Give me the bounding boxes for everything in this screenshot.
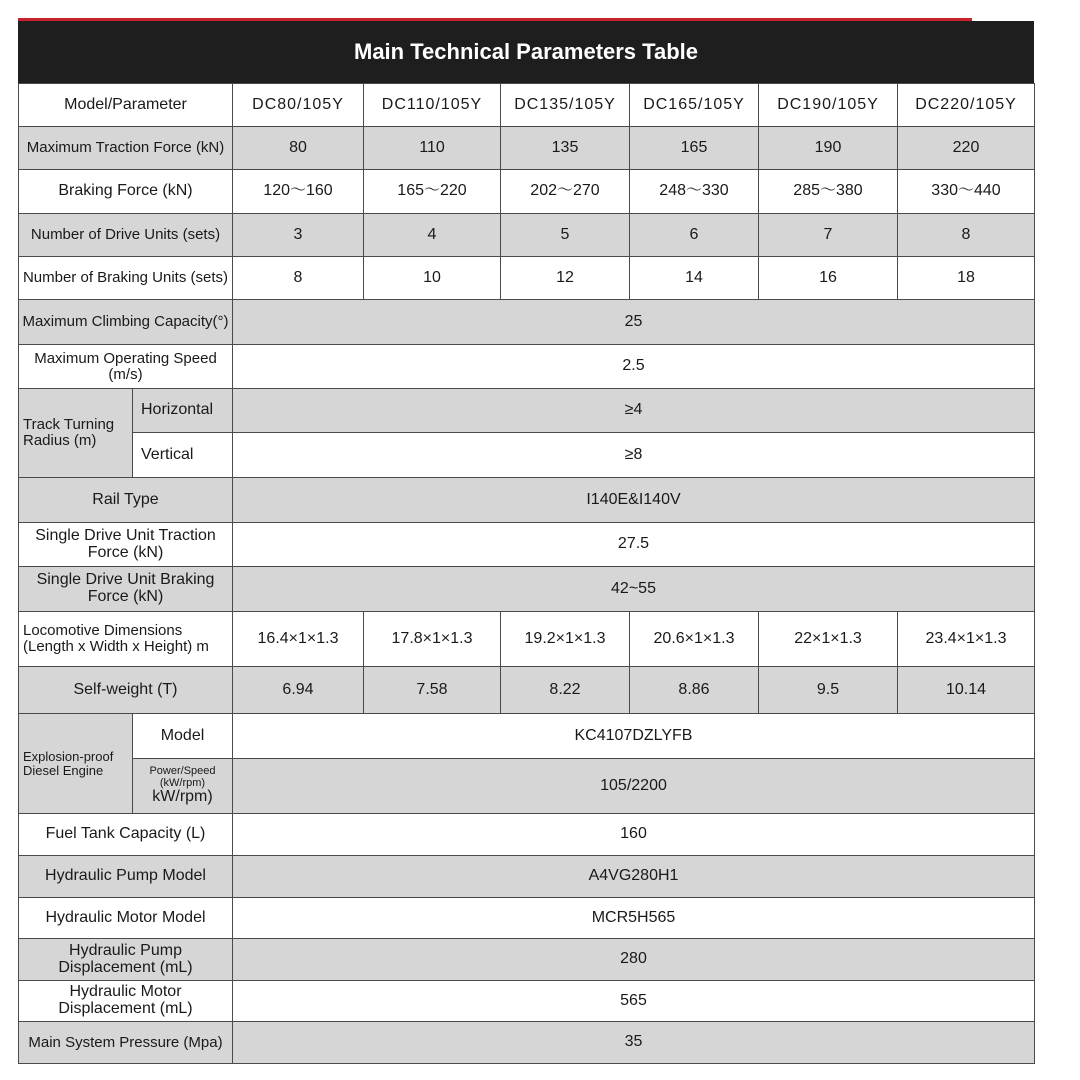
row-label: Maximum Climbing Capacity(°): [19, 300, 233, 345]
row-label: Self-weight (T): [19, 667, 233, 714]
header-label: Model/Parameter: [19, 84, 233, 127]
sub-label: Horizontal: [133, 389, 233, 433]
table-row: [19, 170, 1035, 214]
value-cell: 2.5: [233, 345, 1035, 389]
value-cell: 10: [364, 257, 501, 300]
value-cell: 105/2200: [233, 759, 1035, 814]
row-label: Hydraulic Motor Displacement (mL): [19, 981, 233, 1022]
table-row: [19, 567, 1035, 612]
value-cell: 10.14: [898, 667, 1035, 714]
value-cell: 190: [759, 127, 898, 170]
value-cell: 220: [898, 127, 1035, 170]
row-label: Number of Drive Units (sets): [19, 214, 233, 257]
value-cell: I140E&I140V: [233, 478, 1035, 523]
value-cell: 120～160: [233, 170, 364, 214]
table-title-text: Main Technical Parameters Table: [354, 39, 698, 64]
value-cell: 202～270: [501, 170, 630, 214]
table-row: [19, 433, 1035, 478]
table-row: [19, 257, 1035, 300]
value-cell: 42~55: [233, 567, 1035, 612]
value-cell: KC4107DZLYFB: [233, 714, 1035, 759]
value-cell: A4VG280H1: [233, 856, 1035, 898]
value-cell: ≥4: [233, 389, 1035, 433]
value-cell: 9.5: [759, 667, 898, 714]
value-cell: 20.6×1×1.3: [630, 612, 759, 667]
value-cell: 160: [233, 814, 1035, 856]
value-cell: 135: [501, 127, 630, 170]
row-label: Hydraulic Pump Displacement (mL): [19, 939, 233, 981]
parameters-table: [18, 83, 1035, 1064]
row-label: Rail Type: [19, 478, 233, 523]
table-row: [19, 300, 1035, 345]
value-cell: MCR5H565: [233, 898, 1035, 939]
value-cell: 4: [364, 214, 501, 257]
value-cell: 19.2×1×1.3: [501, 612, 630, 667]
value-cell: 23.4×1×1.3: [898, 612, 1035, 667]
table-row: [19, 898, 1035, 939]
table-row: [19, 667, 1035, 714]
model-cell: DC165/105Y: [630, 84, 759, 127]
table-row: [19, 856, 1035, 898]
value-cell: 5: [501, 214, 630, 257]
value-cell: ≥8: [233, 433, 1035, 478]
table-row: [19, 939, 1035, 981]
sub-label-small: Power/Speed (kW/rpm): [149, 765, 216, 789]
sub-label: Vertical: [133, 433, 233, 478]
value-cell: 16.4×1×1.3: [233, 612, 364, 667]
row-label: Maximum Operating Speed (m/s): [19, 345, 233, 389]
sub-label: Model: [133, 714, 233, 759]
row-label: Track Turning Radius (m): [19, 389, 133, 478]
row-label: Main System Pressure (Mpa): [19, 1022, 233, 1064]
value-cell: 12: [501, 257, 630, 300]
value-cell: 22×1×1.3: [759, 612, 898, 667]
row-label: Hydraulic Motor Model: [19, 898, 233, 939]
value-cell: 565: [233, 981, 1035, 1022]
row-label: Maximum Traction Force (kN): [19, 127, 233, 170]
row-label: Single Drive Unit Braking Force (kN): [19, 567, 233, 612]
model-cell: DC80/105Y: [233, 84, 364, 127]
value-cell: 248～330: [630, 170, 759, 214]
value-cell: 14: [630, 257, 759, 300]
value-cell: 18: [898, 257, 1035, 300]
value-cell: 7: [759, 214, 898, 257]
table-row: [19, 814, 1035, 856]
value-cell: 8.86: [630, 667, 759, 714]
value-cell: 35: [233, 1022, 1035, 1064]
model-cell: DC220/105Y: [898, 84, 1035, 127]
row-label: Explosion-proof Diesel Engine: [19, 714, 133, 814]
value-cell: 8: [898, 214, 1035, 257]
table-row: [19, 981, 1035, 1022]
value-cell: 6.94: [233, 667, 364, 714]
row-label: Hydraulic Pump Model: [19, 856, 233, 898]
value-cell: 80: [233, 127, 364, 170]
table-row: [19, 478, 1035, 523]
row-label: Single Drive Unit Traction Force (kN): [19, 523, 233, 567]
value-cell: 165: [630, 127, 759, 170]
row-label: Braking Force (kN): [19, 170, 233, 214]
row-label: Fuel Tank Capacity (L): [19, 814, 233, 856]
table-row: [19, 127, 1035, 170]
model-cell: DC110/105Y: [364, 84, 501, 127]
value-cell: 110: [364, 127, 501, 170]
table-row: [19, 1022, 1035, 1064]
value-cell: 8: [233, 257, 364, 300]
value-cell: 8.22: [501, 667, 630, 714]
table-row: [19, 523, 1035, 567]
value-cell: 25: [233, 300, 1035, 345]
table-row: [19, 714, 1035, 759]
value-cell: 3: [233, 214, 364, 257]
value-cell: 330～440: [898, 170, 1035, 214]
model-cell: DC135/105Y: [501, 84, 630, 127]
value-cell: 6: [630, 214, 759, 257]
value-cell: 280: [233, 939, 1035, 981]
value-cell: 16: [759, 257, 898, 300]
value-cell: 17.8×1×1.3: [364, 612, 501, 667]
sub-label-main: kW/rpm): [152, 788, 213, 806]
value-cell: 27.5: [233, 523, 1035, 567]
value-cell: 7.58: [364, 667, 501, 714]
table-row: [19, 612, 1035, 667]
value-cell: 285～380: [759, 170, 898, 214]
table-row: [19, 759, 1035, 814]
table-row: [19, 345, 1035, 389]
table-row: [19, 84, 1035, 127]
table-title: [18, 21, 1034, 83]
table-row: [19, 214, 1035, 257]
model-cell: DC190/105Y: [759, 84, 898, 127]
sub-label: [133, 759, 233, 814]
value-cell: 165～220: [364, 170, 501, 214]
row-label: Number of Braking Units (sets): [19, 257, 233, 300]
row-label: Locomotive Dimensions (Length x Width x Height) m: [19, 612, 233, 667]
table-row: [19, 389, 1035, 433]
